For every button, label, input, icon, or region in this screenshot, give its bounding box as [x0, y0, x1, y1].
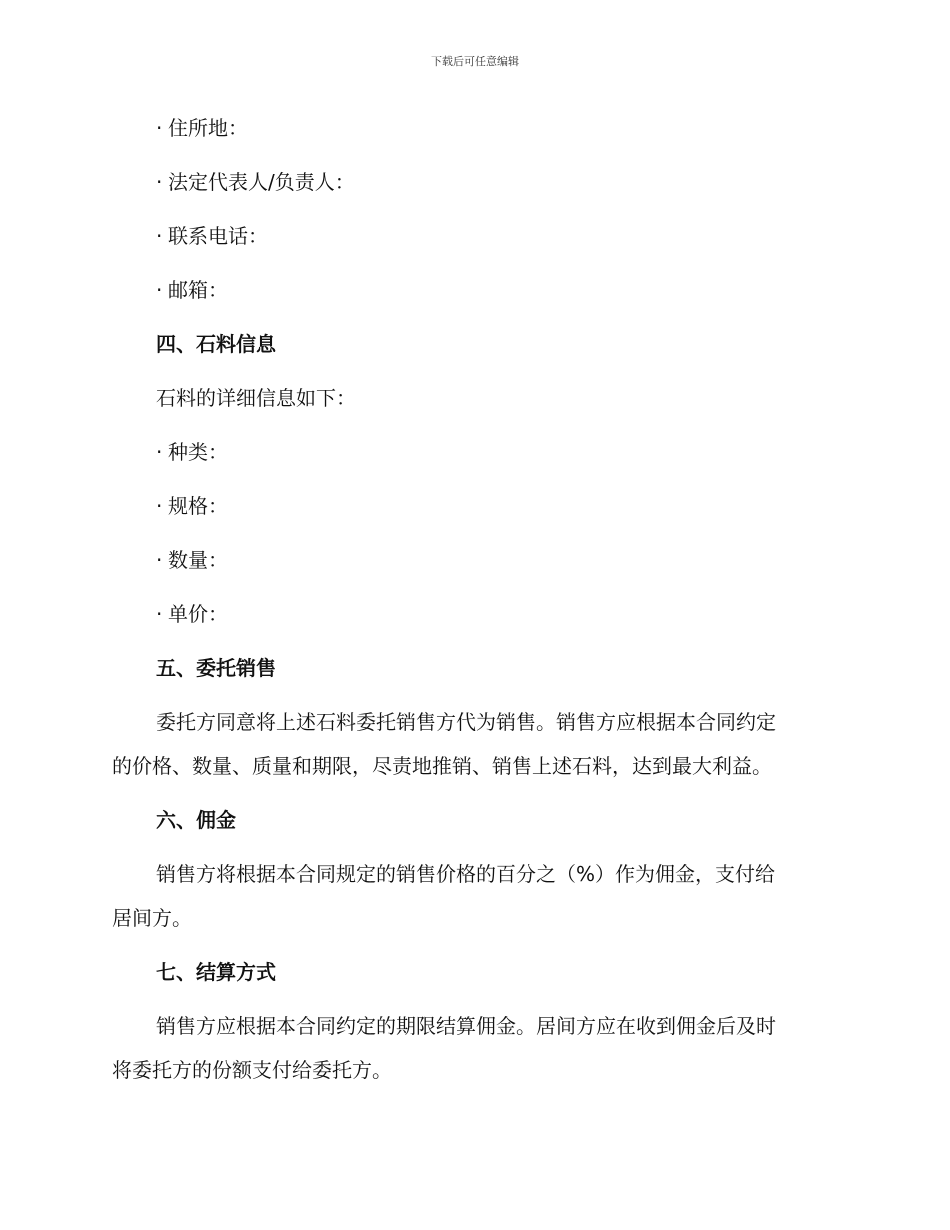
bullet-item-quantity: [112, 542, 838, 578]
paragraph-line: 将委托方的份额支付给委托方。: [112, 1058, 392, 1082]
bullet-dot: ·: [156, 116, 163, 140]
paragraph-line: 销售方将根据本合同规定的销售价格的百分之（%）作为佣金，支付给: [156, 862, 776, 886]
bullet-dot: ·: [156, 440, 163, 464]
paragraph-line: 销售方应根据本合同约定的期限结算佣金。居间方应在收到佣金后及时: [156, 1014, 776, 1038]
bullet-label: 种类：: [168, 440, 228, 464]
bullet-label: 数量：: [168, 548, 228, 572]
section-heading-consignment: 五、委托销售: [156, 656, 276, 680]
bullet-item-unit-price: [112, 596, 838, 632]
bullet-dot: ·: [156, 170, 163, 194]
bullet-dot: ·: [156, 224, 163, 248]
section-heading-commission: 六、佣金: [156, 808, 236, 832]
bullet-label: 邮箱：: [168, 278, 228, 302]
section-heading-settlement: 七、结算方式: [156, 960, 276, 984]
bullet-dot: ·: [156, 494, 163, 518]
bullet-dot: ·: [156, 278, 163, 302]
bullet-item-phone: [112, 218, 838, 254]
paragraph-commission: [112, 852, 838, 940]
section-heading-stone-info: 四、石料信息: [156, 332, 276, 356]
page-header: 下载后可任意编辑: [431, 55, 519, 68]
bullet-item-type: [112, 434, 838, 470]
bullet-label: 住所地：: [168, 116, 248, 140]
bullet-label: 规格：: [168, 494, 228, 518]
bullet-item-spec: [112, 488, 838, 524]
bullet-item-email: [112, 272, 838, 308]
bullet-dot: ·: [156, 602, 163, 626]
section-intro-stone-info: 石料的详细信息如下：: [156, 386, 356, 410]
document-body: [112, 110, 838, 1106]
bullet-label: 法定代表人/负责人：: [168, 170, 355, 194]
bullet-dot: ·: [156, 548, 163, 572]
bullet-item-legal-rep: [112, 164, 838, 200]
paragraph-settlement: [112, 1004, 838, 1092]
paragraph-consignment: [112, 700, 838, 788]
bullet-item-address: [112, 110, 838, 146]
paragraph-line: 居间方。: [112, 906, 192, 930]
paragraph-line: 的价格、数量、质量和期限，尽责地推销、销售上述石料，达到最大利益。: [112, 754, 772, 778]
bullet-label: 联系电话：: [168, 224, 268, 248]
paragraph-line: 委托方同意将上述石料委托销售方代为销售。销售方应根据本合同约定: [156, 710, 776, 734]
bullet-label: 单价：: [168, 602, 228, 626]
